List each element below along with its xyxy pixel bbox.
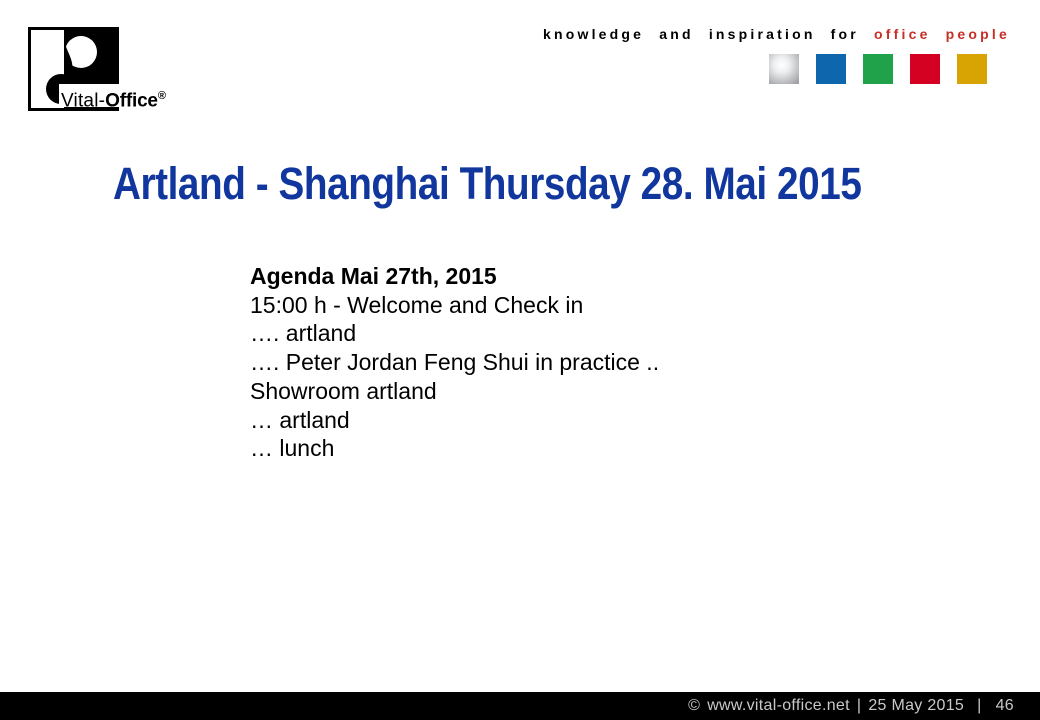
header-tagline (543, 26, 1010, 42)
slide-title: Artland - Shanghai Thursday 28. Mai 2015 (113, 158, 862, 209)
agenda-block (250, 262, 659, 463)
agenda-line: …. Peter Jordan Feng Shui in practice .. (250, 349, 660, 376)
agenda-line: Showroom artland (250, 377, 437, 404)
footer-separator: | (977, 697, 982, 714)
green-swatch (863, 54, 893, 84)
logo-wordmark (59, 84, 169, 112)
agenda-line: 15:00 h - Welcome and Check in (250, 291, 584, 318)
blue-swatch (816, 54, 846, 84)
footer-url: www.vital-office.net (707, 697, 850, 714)
silver-swatch (769, 54, 799, 84)
footer-separator: | (856, 697, 862, 714)
red-swatch (910, 54, 940, 84)
tagline-black-text: knowledge and inspiration for (543, 26, 859, 42)
footer-page-number: 46 (995, 697, 1014, 714)
agenda-line: … artland (250, 406, 350, 433)
agenda-line: … lunch (250, 435, 335, 462)
tagline-red-text: office people (874, 26, 1010, 42)
footer-bar (0, 692, 1040, 720)
agenda-heading: Agenda Mai 27th, 2015 (250, 263, 497, 289)
copyright-symbol: © (688, 697, 701, 714)
logo-brand-prefix: Vital- (61, 90, 106, 112)
agenda-line: …. artland (250, 320, 357, 347)
footer-date: 25 May 2015 (868, 697, 965, 714)
agenda-lines (250, 291, 659, 463)
gold-swatch (957, 54, 987, 84)
registered-trademark-icon: ® (157, 90, 166, 102)
logo-brand-suffix: Office (105, 90, 158, 112)
color-swatches (769, 54, 987, 84)
